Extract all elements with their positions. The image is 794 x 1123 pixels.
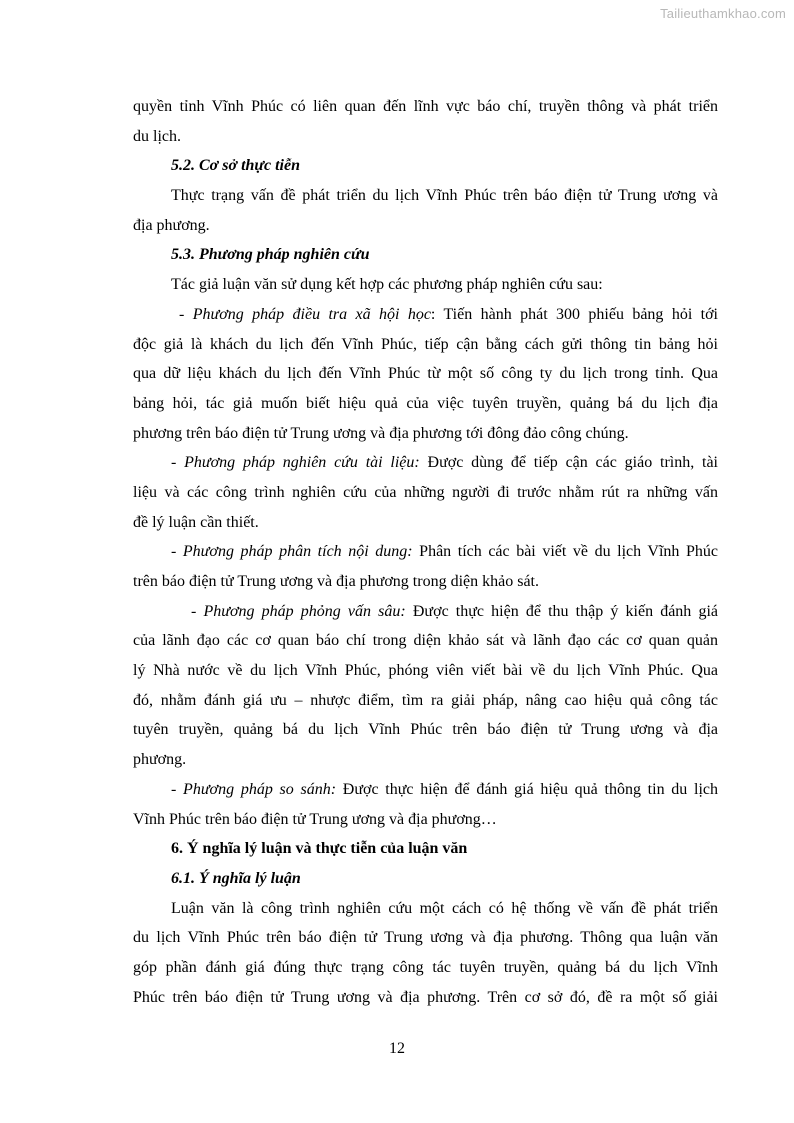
paragraph-line: Luận văn là công trình nghiên cứu một cách có hệ thống về vấn đề phát triển [171,899,718,917]
paragraph-line: bảng hỏi, tác giả muốn biết hiệu quả của việc tuyên truyền, quảng bá du lịch địa [133,394,718,412]
paragraph-line: quyền tỉnh Vĩnh Phúc có liên quan đến lĩnh vực báo chí, truyền thông và phát triển [133,98,718,115]
section-heading-6-1: 6.1. Ý nghĩa lý luận [171,869,301,887]
method-text: Được thực hiện để đánh giá hiệu quả thông tin du lịch [336,780,718,798]
paragraph-line: góp phần đánh giá đúng thực trạng công tác tuyên truyền, quảng bá du lịch Vĩnh [133,958,718,976]
paragraph-line: đó, nhằm đánh giá ưu – nhược điểm, tìm ra giải pháp, nâng cao hiệu quả công tác [133,691,718,709]
method-survey-line [133,300,718,330]
method-label: - Phương pháp điều tra xã hội học [179,305,431,323]
paragraph-line: tuyên truyền, quảng bá du lịch Vĩnh Phúc trên báo điện tử Trung ương và địa [133,721,718,739]
method-text: Phân tích các bài viết về du lịch Vĩnh Phúc [412,543,718,561]
section-heading-6: 6. Ý nghĩa lý luận và thực tiễn của luận văn [171,840,468,858]
paragraph-line: của lãnh đạo các cơ quan báo chí trong diện khảo sát và lãnh đạo các cơ quan quản [133,632,718,650]
paragraph-line: Tác giả luận văn sử dụng kết hợp các phương pháp nghiên cứu sau: [171,276,603,294]
method-document-research-line [133,448,718,478]
paragraph-line: độc giả là khách du lịch đến Vĩnh Phúc, tiếp cận bằng cách gửi thông tin bảng hỏi [133,335,718,353]
method-content-analysis-line [133,537,718,567]
method-comparison-line [133,775,718,805]
method-label: - Phương pháp phỏng vấn sâu: [191,602,406,620]
paragraph-line: du lịch Vĩnh Phúc trên báo điện tử Trung ương và địa phương. Thông qua luận văn [133,929,718,947]
paragraph-line: qua dữ liệu khách du lịch đến Vĩnh Phúc từ một số công ty du lịch trong tỉnh. Qua [133,365,718,383]
method-text: Được dùng để tiếp cận các giáo trình, tài [419,454,718,472]
method-interview-line [133,597,718,627]
paragraph-line: Phúc trên báo điện tử Trung ương và địa phương. Trên cơ sở đó, đề ra một số giải [133,988,718,1006]
method-label: - Phương pháp nghiên cứu tài liệu: [171,454,420,472]
section-heading-5-3: 5.3. Phương pháp nghiên cứu [171,246,370,264]
method-label: - Phương pháp so sánh: [171,780,337,798]
method-text: Được thực hiện để thu thập ý kiến đánh giá [405,602,718,620]
paragraph-line: Thực trạng vấn đề phát triển du lịch Vĩnh Phúc trên báo điện tử Trung ương và [171,187,718,205]
paragraph-line: trên báo điện tử Trung ương và địa phương trong diện khảo sát. [133,573,539,590]
paragraph-line: du lịch. [133,127,181,145]
paragraph-line: lý Nhà nước về du lịch Vĩnh Phúc, phóng viên viết bài về du lịch Vĩnh Phúc. Qua [133,662,718,680]
section-heading-5-2: 5.2. Cơ sở thực tiễn [171,157,300,175]
watermark-text: Tailieuthamkhao.com [660,6,786,21]
page-number: 12 [389,1040,405,1057]
paragraph-line: phương. [133,751,187,769]
document-body [133,92,718,1012]
paragraph-line: địa phương. [133,216,210,234]
paragraph-line: phương trên báo điện tử Trung ương và địa phương tới đông đảo công chúng. [133,424,629,442]
paragraph-line: Vĩnh Phúc trên báo điện tử Trung ương và địa phương… [133,810,497,828]
paragraph-line: liệu và các công trình nghiên cứu của những người đi trước nhằm rút ra những vấn [133,483,718,501]
method-label: - Phương pháp phân tích nội dung: [171,543,413,561]
method-text: : Tiến hành phát 300 phiếu bảng hỏi tới [430,305,718,323]
paragraph-line: đề lý luận cần thiết. [133,513,259,531]
